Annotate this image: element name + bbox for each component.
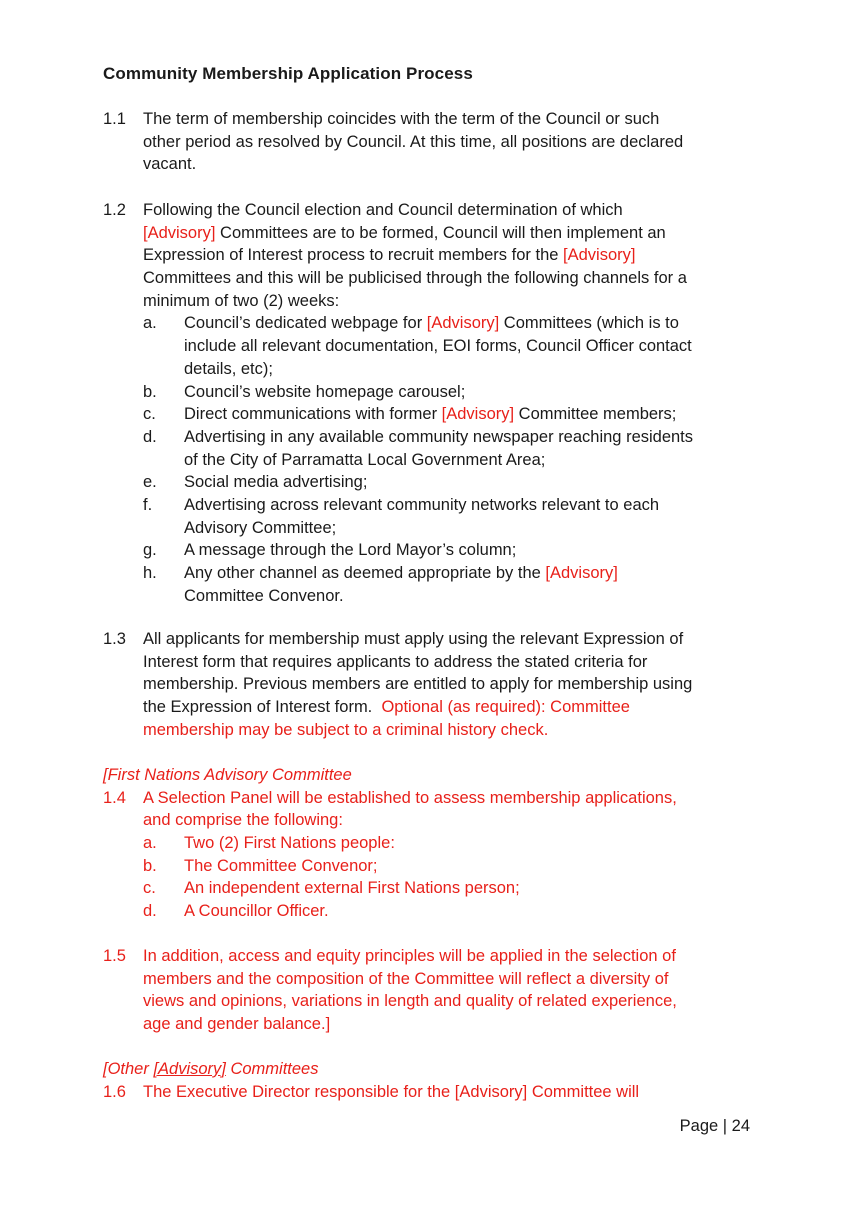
list-item-text: Council’s website homepage carousel; — [184, 382, 466, 401]
paragraph-text: Expression of Interest process to recruit members for the — [143, 246, 564, 265]
list-item-text — [184, 562, 618, 585]
paragraph-line — [143, 696, 630, 719]
paragraph-line — [143, 222, 666, 245]
paragraph-line: Interest form that requires applicants to address the stated criteria for — [143, 652, 648, 671]
list-label: b. — [143, 382, 157, 401]
list-label: g. — [143, 541, 157, 560]
advisory-placeholder: [Advisory] — [545, 564, 618, 582]
list-item-text: Advertising across relevant community networks relevant to each — [184, 495, 660, 514]
paragraph-line: membership. Previous members are entitled to apply for membership using — [143, 675, 693, 694]
list-item-text: of the City of Parramatta Local Government Area; — [184, 450, 546, 469]
section-1-5 — [103, 945, 753, 1036]
advisory-placeholder: [Advisory] — [426, 314, 500, 333]
paragraph-line: Following the Council election and Council determination of which — [143, 201, 623, 219]
page-title: Community Membership Application Process — [103, 64, 473, 83]
paragraph-line: All applicants for membership must apply using the relevant Expression of — [143, 630, 684, 648]
paragraph-text: Committee members; — [514, 405, 677, 424]
advisory-placeholder: [Advisory] — [563, 246, 636, 265]
list-item-text: Committee Convenor. — [184, 586, 344, 605]
list-item-text: The Committee Convenor; — [184, 856, 378, 875]
list-label: d. — [143, 427, 157, 446]
list-label: a. — [143, 834, 157, 853]
paragraph-line: vacant. — [143, 155, 197, 174]
list-item-text — [184, 312, 679, 335]
optional-clause: Optional (as required): Committee — [381, 698, 630, 717]
list-label: c. — [143, 879, 156, 898]
note-text: [Other — [103, 1060, 154, 1078]
paragraph-text: Council’s dedicated webpage for — [184, 314, 427, 333]
paragraph-line: views and opinions, variations in length and quality of related experience, — [143, 992, 677, 1011]
committee-note: [First Nations Advisory Committee — [103, 766, 352, 784]
paragraph-line: In addition, access and equity principles will be applied in the selection of — [143, 947, 676, 965]
advisory-placeholder: [Advisory] — [143, 223, 216, 242]
list-item-text: A Councillor Officer. — [184, 902, 329, 921]
section-number: 1.2 — [103, 201, 126, 219]
optional-clause: membership may be subject to a criminal history check. — [143, 720, 549, 739]
list-label: c. — [143, 405, 156, 424]
paragraph-text: Committees (which is to — [499, 314, 679, 333]
list-item-text: include all relevant documentation, EOI forms, Council Officer contact — [184, 337, 692, 356]
list-item-text: details, etc); — [184, 359, 273, 378]
paragraph-text: Any other channel as deemed appropriate by the — [184, 564, 546, 582]
paragraph-line: minimum of two (2) weeks: — [143, 291, 340, 310]
section-1-3 — [103, 628, 753, 741]
paragraph-line: age and gender balance.] — [143, 1015, 331, 1034]
paragraph-line: A Selection Panel will be established to assess membership applications, — [143, 788, 677, 807]
list-item-text: Two (2) First Nations people: — [184, 834, 395, 853]
paragraph-line: The Executive Director responsible for the [Advisory] Committee will — [143, 1082, 640, 1101]
list-label: e. — [143, 473, 157, 492]
section-number: 1.5 — [103, 947, 126, 965]
list-label: h. — [143, 564, 157, 582]
list-item-text — [184, 403, 676, 426]
paragraph-line — [143, 244, 635, 267]
list-label: b. — [143, 856, 157, 875]
paragraph-text: Direct communications with former — [184, 405, 442, 424]
other-committees-block — [103, 1058, 753, 1103]
committee-note — [103, 1060, 318, 1078]
first-nations-block — [103, 764, 753, 923]
section-number: 1.1 — [103, 110, 126, 128]
paragraph-line: other period as resolved by Council. At this time, all positions are declared — [143, 132, 684, 151]
paragraph-text: Committees are to be formed, Council will then implement an — [215, 223, 666, 242]
list-label: a. — [143, 314, 157, 333]
paragraph-text: the Expression of Interest form. — [143, 698, 382, 717]
section-1-2 — [103, 199, 753, 607]
paragraph-line: The term of membership coincides with the term of the Council or such — [143, 110, 660, 128]
paragraph-line: Committees and this will be publicised through the following channels for a — [143, 269, 687, 288]
page-number: Page | 24 — [679, 1117, 750, 1135]
advisory-placeholder: [Advisory] — [153, 1060, 226, 1078]
list-label: f. — [143, 495, 153, 514]
list-label: d. — [143, 902, 157, 921]
section-1-1 — [103, 108, 753, 176]
section-number: 1.3 — [103, 630, 126, 648]
list-item-text: A message through the Lord Mayor’s column; — [184, 541, 517, 560]
section-number: 1.4 — [103, 788, 126, 807]
section-number: 1.6 — [103, 1082, 126, 1101]
advisory-placeholder: [Advisory] — [441, 405, 515, 424]
list-item-text: Social media advertising; — [184, 473, 368, 492]
list-item-text: An independent external First Nations person; — [184, 879, 520, 898]
list-item-text: Advertising in any available community newspaper reaching residents — [184, 427, 694, 446]
paragraph-line: members and the composition of the Committee will reflect a diversity of — [143, 969, 669, 988]
paragraph-line: and comprise the following: — [143, 811, 343, 830]
note-text: Committees — [225, 1060, 319, 1078]
list-item-text: Advisory Committee; — [184, 518, 337, 537]
